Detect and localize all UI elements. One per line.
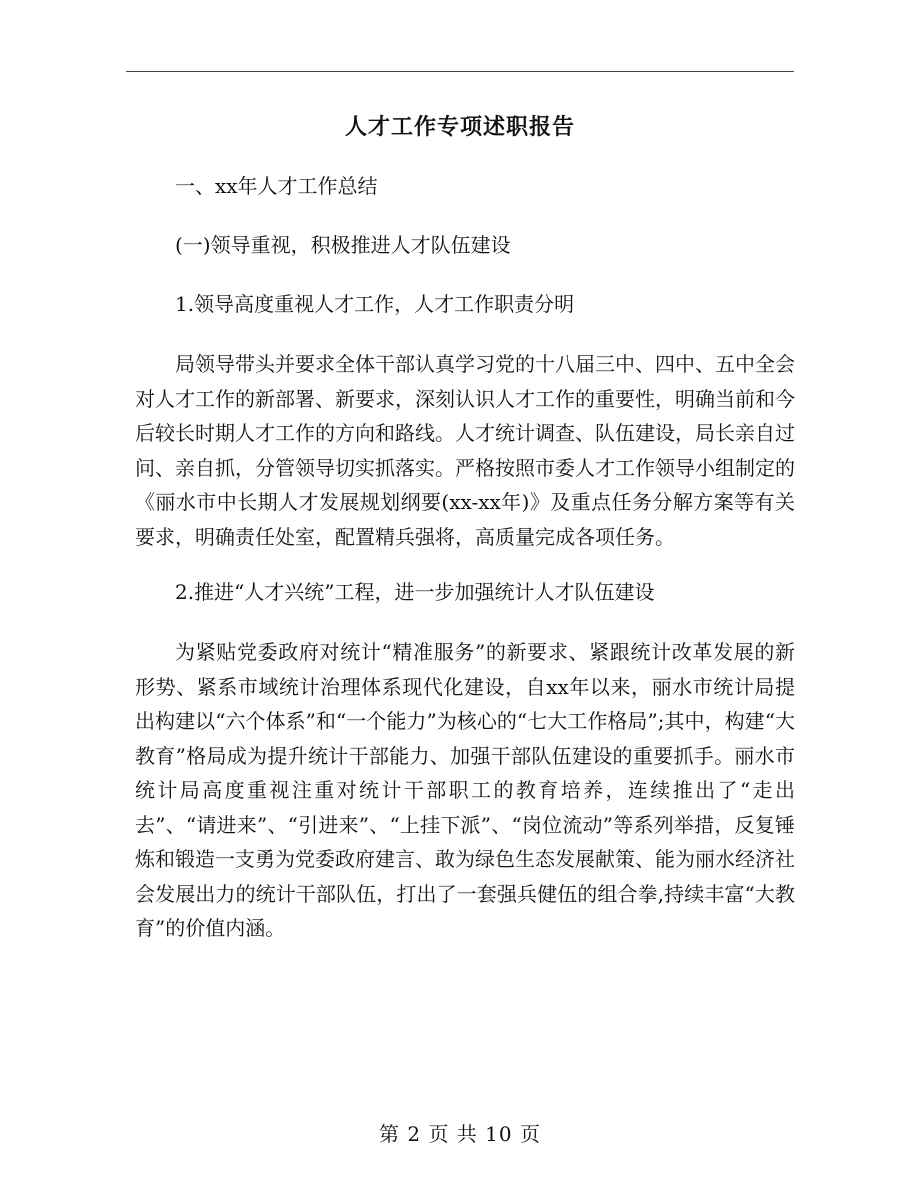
document-title: 人才工作专项述职报告	[344, 114, 575, 140]
header-divider	[126, 71, 794, 72]
item-paragraph-2: 为紧贴党委政府对统计“精准服务”的新要求、紧跟统计改革发展的新形势、紧系市域统计治理体系现代化建设，自xx年以来，丽水市统计局提出构建以“六个体系”和“一个能力”为核心的“七大工作格局”;其中，构建“大教育”格局成为提升统计干部能力、加强干部队伍建设的重要抓手。丽水市统计局高度重视注重对统计干部职工的教育培养，连续推出了“走出去”、“请进来”、“引进来”、“上挂下派”、“岗位流动”等系列举措，反复锤炼和锻造一支勇为党委政府建言、敢为绿色生态发展献策、能为丽水经济社会发展出力的统计干部队伍，打出了一套强兵健伍的组合拳,持续丰富“大教育”的价值内涵。	[135, 640, 795, 940]
item-heading-2: 2.推进“人才兴统”工程，进一步加强统计人才队伍建设	[175, 580, 655, 604]
item-heading-1: 1.领导高度重视人才工作，人才工作职责分明	[175, 292, 575, 316]
subsection-heading-1: (一)领导重视，积极推进人才队伍建设	[175, 233, 511, 257]
item-paragraph-1: 局领导带头并要求全体干部认真学习党的十八届三中、四中、五中全会对人才工作的新部署、新要求，深刻认识人才工作的重要性，明确当前和今后较长时期人才工作的方向和路线。人才统计调查、队伍建设，局长亲自过问、亲自抓，分管领导切实抓落实。严格按照市委人才工作领导小组制定的《丽水市中长期人才发展规划纲要(xx-xx年)》及重点任务分解方案等有关要求，明确责任处室，配置精兵强将，高质量完成各项任务。	[135, 352, 795, 549]
section-heading-1: 一、xx年人才工作总结	[175, 174, 378, 198]
document-body	[135, 170, 795, 968]
page-number: 第 2 页 共 10 页	[379, 1122, 541, 1146]
